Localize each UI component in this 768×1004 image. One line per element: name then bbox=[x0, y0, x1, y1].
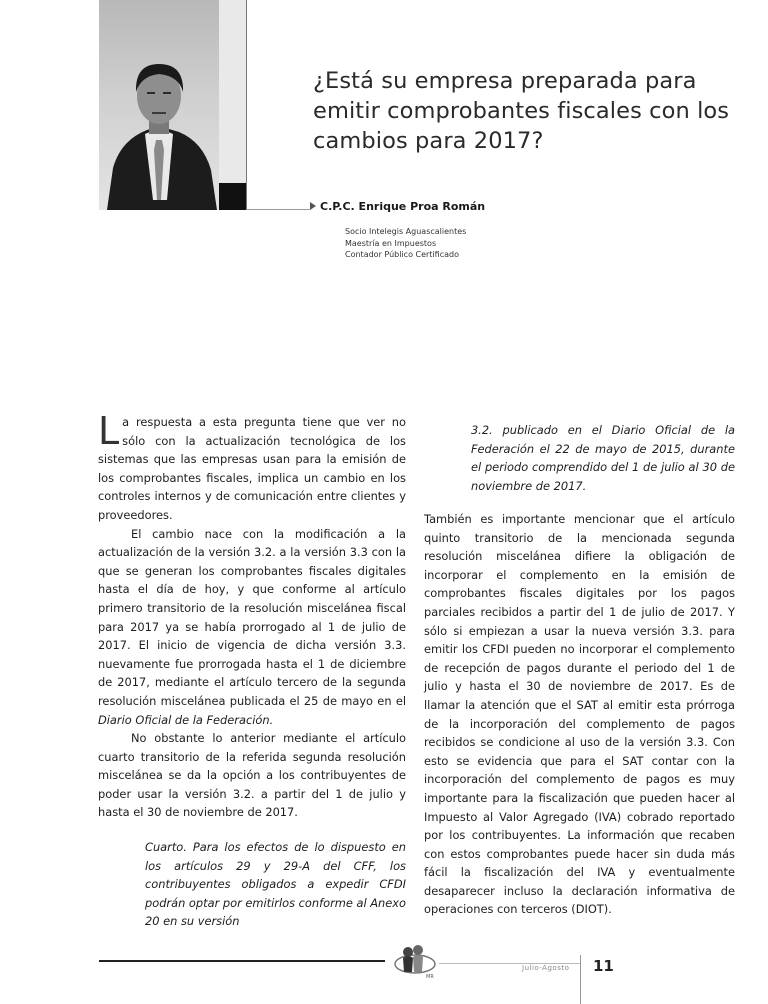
paragraph-text: El cambio nace con la modificación a la actualización de la versión 3.2. a la versión 3.3 con la que se generan los comprobantes fiscales digitales hasta el día de hoy, y que conforme al artículo primero transitorio de la resolución miscelánea fiscal para 2017 ya se había prorrogado al 1 de julio de 2017. El inicio de vigencia de dicha versión 3.3. nuevamente fue prorrogada hasta el 1 de diciembre de 2017, mediante el artículo tercero de la segunda resolución miscelánea publicada el 25 de mayo en el bbox=[98, 526, 406, 708]
author-credentials bbox=[345, 226, 466, 261]
body-paragraph bbox=[98, 525, 406, 730]
footer-rule bbox=[99, 960, 385, 962]
drop-cap: L bbox=[98, 409, 120, 453]
photo-corner-block bbox=[219, 183, 246, 210]
issue-label: Julio-Agosto bbox=[522, 964, 570, 972]
footer-vertical-rule bbox=[580, 955, 581, 1004]
article-title: ¿Está su empresa preparada para emitir comprobantes fiscales con los cambios para 2017? bbox=[313, 68, 730, 154]
author-name: C.P.C. Enrique Proa Román bbox=[320, 200, 486, 213]
header-rule bbox=[246, 209, 310, 210]
credential-line: Maestría en Impuestos bbox=[345, 238, 437, 248]
body-paragraph bbox=[98, 409, 406, 525]
body-paragraph: También es importante mencionar que el artículo quinto transitorio de la mencionada segunda resolución miscelánea difiere la obligación de incorporar el complemento en la emisión de comprobantes fiscales digitales por los pagos parciales recibidos a partir del 1 de julio de 2017. Y sólo si empiezan a usar la nueva versión 3.3. para emitir los CFDI pueden no incorporar el complemento de recepción de pagos durante el periodo del 1 de julio y hasta el 30 de noviembre de 2017. Es de llamar la atención que el SAT al emitir esta prórroga de la incorporación del complemento de pagos recibidos se condicione al uso de la versión 3.3. Con esto se evidencia que para el SAT contar con la incorporación del complemento de pagos es muy importante para la fiscalización que pueden hacer al Impuesto al Valor Agregado (IVA) cobrado reportado por los contribuyentes. La información que recaben con estos comprobantes puede hacer sin duda más fácil la fiscalización del IVA y eventualmente desaparecer incluso la declaración informativa de operaciones con terceros (DIOT). bbox=[424, 512, 735, 917]
body-paragraph: No obstante lo anterior mediante el artículo cuarto transitorio de la referida segunda resolución miscelánea se da la opción a los contribuyentes de poder usar la versión 3.2. a partir del 1 de julio y hasta el 30 de noviembre de 2017. bbox=[98, 731, 406, 820]
body-column-left bbox=[98, 409, 406, 931]
journal-name: Diario Oficial de la Federación. bbox=[98, 712, 274, 727]
photo-side-strip bbox=[219, 0, 247, 183]
body-column-right bbox=[424, 510, 735, 919]
author-byline bbox=[310, 200, 485, 213]
triangle-bullet-icon bbox=[310, 202, 316, 210]
photo-vertical-rule bbox=[246, 0, 247, 210]
credential-line: Socio Intelegis Aguascalientes bbox=[345, 227, 467, 236]
author-photo bbox=[99, 0, 219, 210]
block-quote: Cuarto. Para los efectos de lo dispuesto en los artículos 29 y 29-A del CFF, los contribuyentes obligados a expedir CFDI podrán optar por emitirlos conforme al Anexo 20 en su versión bbox=[145, 840, 406, 929]
block-quote-continued: 3.2. publicado en el Diario Oficial de la Federación el 22 de mayo de 2015, durante el periodo comprendido del 1 de julio al 30 de noviembre de 2017. bbox=[471, 423, 735, 493]
page-number: 11 bbox=[593, 957, 614, 975]
publisher-logo-icon bbox=[390, 940, 440, 980]
paragraph-text: a respuesta a esta pregunta tiene que ver no sólo con la actualización tecnológica de los sistemas que las empresas usan para la emisión de los comprobantes fiscales, implica un cambio en los controles internos y de comunicación entre clientes y proveedores. bbox=[98, 415, 406, 522]
credential-line: Contador Público Certificado bbox=[345, 250, 459, 259]
logo-mark: MR bbox=[426, 974, 434, 980]
